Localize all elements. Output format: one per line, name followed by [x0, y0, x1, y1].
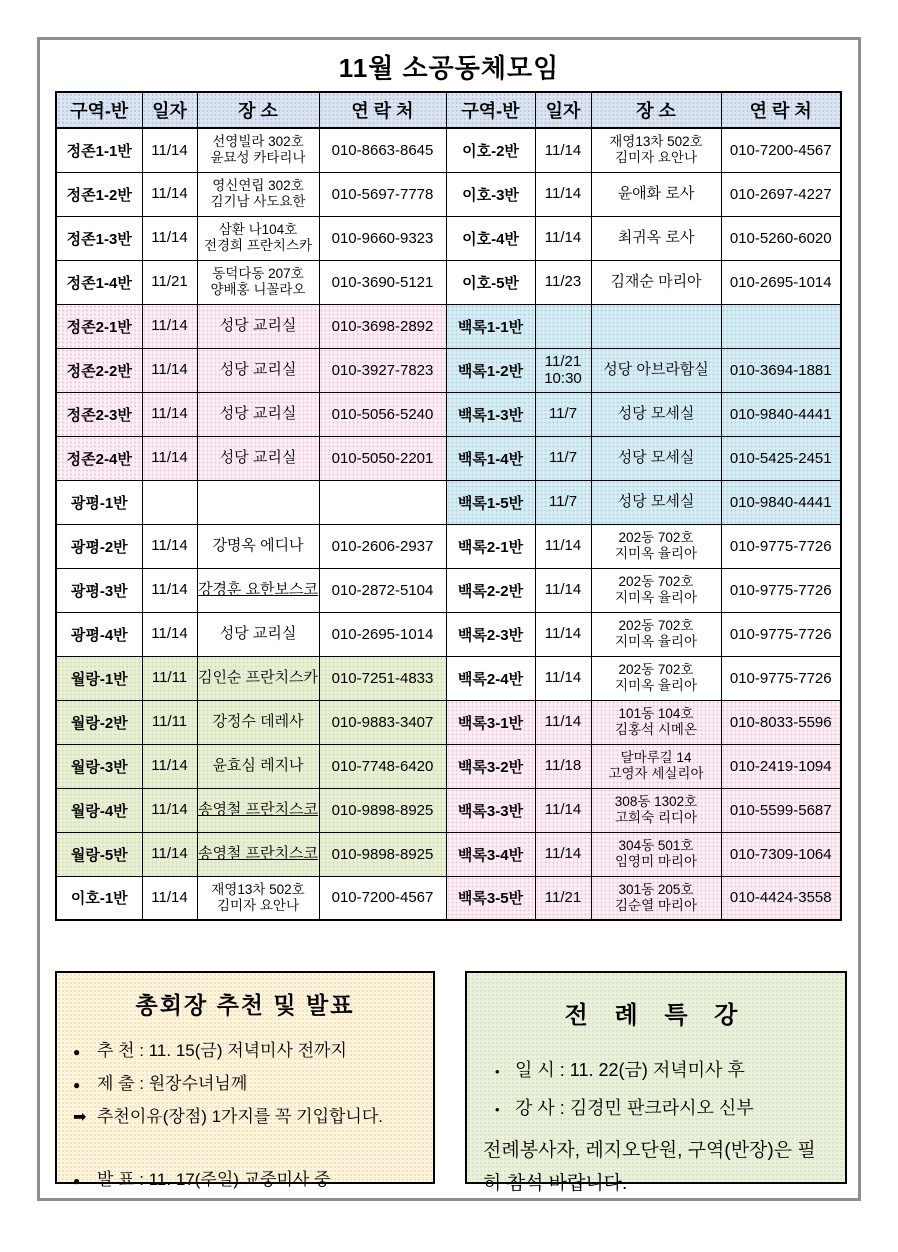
cell-phone: 010-9775-7726 — [721, 568, 841, 612]
cell-phone: 010-9660-9323 — [319, 216, 446, 260]
cell-phone: 010-2695-1014 — [319, 612, 446, 656]
notice-item-text: 일 시 : 11. 22(금) 저녁미사 후 — [515, 1060, 745, 1080]
table-row — [56, 656, 841, 700]
table-row — [56, 392, 841, 436]
cell-date: 11/18 — [535, 744, 591, 788]
cell-date: 11/14 — [142, 216, 197, 260]
notice-section — [55, 971, 858, 1194]
cell-date: 11/21 — [142, 260, 197, 304]
cell-group: 월랑-2반 — [56, 700, 142, 744]
cell-phone: 010-9775-7726 — [721, 612, 841, 656]
table-row — [56, 260, 841, 304]
cell-group: 백록2-2반 — [446, 568, 535, 612]
table-row — [56, 480, 841, 524]
cell-group: 백록3-5반 — [446, 876, 535, 920]
column-header-place-left: 장 소 — [197, 92, 319, 128]
cell-phone: 010-7748-6420 — [319, 744, 446, 788]
table-row — [56, 788, 841, 832]
page-title: 11월 소공동체모임 — [338, 53, 560, 83]
table-row — [56, 216, 841, 260]
cell-date: 11/11 — [142, 656, 197, 700]
cell-phone: 010-3690-5121 — [319, 260, 446, 304]
table-row — [56, 876, 841, 920]
cell-group: 정존1-1반 — [56, 128, 142, 172]
cell-place: 영신연립 302호 김기남 사도요한 — [197, 172, 319, 216]
cell-phone: 010-5260-6020 — [721, 216, 841, 260]
notice-item — [73, 1034, 417, 1067]
notice-item-text: 추천이유(장점) 1가지를 꼭 기입합니다. — [97, 1107, 383, 1127]
cell-phone: 010-5056-5240 — [319, 392, 446, 436]
cell-date: 11/14 — [142, 612, 197, 656]
cell-group: 백록3-4반 — [446, 832, 535, 876]
cell-place: 성당 교리실 — [197, 612, 319, 656]
cell-phone: 010-9775-7726 — [721, 656, 841, 700]
column-header-phone-left: 연 락 처 — [319, 92, 446, 128]
cell-phone: 010-8033-5596 — [721, 700, 841, 744]
cell-place: 송영철 프란치스코 — [197, 788, 319, 832]
cell-date: 11/14 — [142, 788, 197, 832]
table-row — [56, 172, 841, 216]
cell-phone: 010-7251-4833 — [319, 656, 446, 700]
notice-item-text: 발 표 : 11. 17(주일) 교중미사 중 — [97, 1170, 331, 1190]
cell-group: 광평-1반 — [56, 480, 142, 524]
cell-date: 11/14 — [535, 656, 591, 700]
notice-item — [73, 1067, 417, 1100]
cell-group: 월랑-3반 — [56, 744, 142, 788]
cell-group: 백록3-2반 — [446, 744, 535, 788]
cell-place — [591, 304, 721, 348]
cell-group: 백록2-4반 — [446, 656, 535, 700]
cell-place: 동덕다동 207호 양배홍 니꼴라오 — [197, 260, 319, 304]
cell-place: 성당 교리실 — [197, 348, 319, 392]
cell-date: 11/11 — [142, 700, 197, 744]
cell-phone: 010-7200-4567 — [319, 876, 446, 920]
cell-phone: 010-7200-4567 — [721, 128, 841, 172]
cell-group: 정존2-2반 — [56, 348, 142, 392]
cell-group: 이호-2반 — [446, 128, 535, 172]
table-row — [56, 832, 841, 876]
cell-phone: 010-2695-1014 — [721, 260, 841, 304]
table-row — [56, 524, 841, 568]
cell-place: 김인순 프란치스카 — [197, 656, 319, 700]
cell-place: 선영빌라 302호 윤묘성 카타리나 — [197, 128, 319, 172]
bullet-icon: • — [495, 1064, 500, 1079]
cell-date: 11/14 — [142, 304, 197, 348]
cell-group: 백록1-3반 — [446, 392, 535, 436]
cell-phone: 010-2697-4227 — [721, 172, 841, 216]
cell-date: 11/14 — [535, 524, 591, 568]
cell-place: 윤애화 로사 — [591, 172, 721, 216]
cell-group: 백록2-3반 — [446, 612, 535, 656]
cell-group: 이호-3반 — [446, 172, 535, 216]
notice-item-text: 강 사 : 김경민 판크라시오 신부 — [515, 1097, 754, 1118]
column-header-group-left: 구역-반 — [56, 92, 142, 128]
notice-item-text: 추 천 : 11. 15(금) 저녁미사 전까지 — [97, 1041, 347, 1060]
cell-group: 이호-4반 — [446, 216, 535, 260]
cell-phone: 010-8663-8645 — [319, 128, 446, 172]
column-header-phone-right: 연 락 처 — [721, 92, 841, 128]
cell-group: 정존1-3반 — [56, 216, 142, 260]
cell-group: 월랑-1반 — [56, 656, 142, 700]
cell-group: 정존1-2반 — [56, 172, 142, 216]
table-row — [56, 304, 841, 348]
cell-date: 11/23 — [535, 260, 591, 304]
column-header-group-right: 구역-반 — [446, 92, 535, 128]
cell-date: 11/14 — [142, 832, 197, 876]
cell-place: 성당 아브라함실 — [591, 348, 721, 392]
cell-phone: 010-2419-1094 — [721, 744, 841, 788]
notice-footer: 전례봉사자, 레지오단원, 구역(반장)은 필히 참석 바랍니다. — [483, 1139, 816, 1194]
cell-group: 백록1-4반 — [446, 436, 535, 480]
cell-phone: 010-5050-2201 — [319, 436, 446, 480]
cell-group: 백록1-2반 — [446, 348, 535, 392]
cell-date — [535, 304, 591, 348]
cell-place: 성당 모세실 — [591, 436, 721, 480]
cell-phone: 010-7309-1064 — [721, 832, 841, 876]
notice-item — [483, 1052, 829, 1090]
cell-place: 재영13차 502호 김미자 요안나 — [197, 876, 319, 920]
cell-date: 11/14 — [535, 216, 591, 260]
cell-place — [197, 480, 319, 524]
cell-group: 정존2-4반 — [56, 436, 142, 480]
cell-date: 11/14 — [142, 568, 197, 612]
arrow-icon: ➡ — [73, 1109, 87, 1127]
cell-phone: 010-9840-4441 — [721, 392, 841, 436]
cell-date: 11/14 — [535, 832, 591, 876]
cell-group: 정존2-1반 — [56, 304, 142, 348]
cell-date: 11/21 10:30 — [535, 348, 591, 392]
table-header-row — [56, 92, 841, 128]
cell-phone: 010-9840-4441 — [721, 480, 841, 524]
notice-box-recommendation — [55, 971, 435, 1190]
cell-phone: 010-5599-5687 — [721, 788, 841, 832]
cell-group: 광평-4반 — [56, 612, 142, 656]
cell-place: 김재순 마리아 — [591, 260, 721, 304]
cell-place: 202동 702호 지미옥 율리아 — [591, 612, 721, 656]
cell-place: 202동 702호 지미옥 율리아 — [591, 568, 721, 612]
cell-group: 백록1-1반 — [446, 304, 535, 348]
cell-phone: 010-9775-7726 — [721, 524, 841, 568]
cell-phone: 010-2872-5104 — [319, 568, 446, 612]
cell-place: 304동 501호 임영미 마리아 — [591, 832, 721, 876]
cell-phone — [721, 304, 841, 348]
cell-place: 성당 교리실 — [197, 304, 319, 348]
cell-date: 11/14 — [142, 172, 197, 216]
cell-place: 송영철 프란치스코 — [197, 832, 319, 876]
bullet-icon: • — [495, 1101, 500, 1117]
cell-phone — [319, 480, 446, 524]
cell-group: 이호-5반 — [446, 260, 535, 304]
cell-phone: 010-9898-8925 — [319, 832, 446, 876]
table-row — [56, 744, 841, 788]
bullet-icon: ● — [73, 1045, 81, 1059]
cell-place: 재영13차 502호 김미자 요안나 — [591, 128, 721, 172]
table-row — [56, 612, 841, 656]
cell-date: 11/14 — [535, 788, 591, 832]
cell-date: 11/14 — [142, 128, 197, 172]
cell-place: 삼환 나104호 전경희 프란치스카 — [197, 216, 319, 260]
cell-group: 이호-1반 — [56, 876, 142, 920]
cell-place: 달마루길 14 고영자 세실리아 — [591, 744, 721, 788]
cell-date: 11/14 — [142, 524, 197, 568]
notice-title: 전 례 특 강 — [564, 1002, 748, 1029]
cell-phone: 010-3927-7823 — [319, 348, 446, 392]
cell-place: 성당 모세실 — [591, 480, 721, 524]
cell-phone: 010-9883-3407 — [319, 700, 446, 744]
cell-phone: 010-3698-2892 — [319, 304, 446, 348]
cell-group: 백록2-1반 — [446, 524, 535, 568]
cell-group: 월랑-4반 — [56, 788, 142, 832]
cell-date: 11/14 — [142, 392, 197, 436]
cell-group: 광평-2반 — [56, 524, 142, 568]
notice-item — [483, 1090, 829, 1128]
cell-place: 성당 모세실 — [591, 392, 721, 436]
cell-place: 윤효심 레지나 — [197, 744, 319, 788]
cell-date: 11/14 — [142, 436, 197, 480]
cell-group: 광평-3반 — [56, 568, 142, 612]
cell-place: 301동 205호 김순열 마리아 — [591, 876, 721, 920]
notice-item-text: 제 출 : 원장수녀님께 — [97, 1074, 248, 1094]
cell-date: 11/14 — [142, 744, 197, 788]
cell-date: 11/7 — [535, 436, 591, 480]
cell-phone: 010-4424-3558 — [721, 876, 841, 920]
bullet-icon: ● — [73, 1078, 81, 1093]
notice-item — [73, 1163, 417, 1196]
notice-title: 총회장 추천 및 발표 — [135, 992, 355, 1018]
cell-place: 성당 교리실 — [197, 436, 319, 480]
cell-group: 백록3-3반 — [446, 788, 535, 832]
column-header-date-right: 일자 — [535, 92, 591, 128]
cell-date: 11/7 — [535, 392, 591, 436]
cell-date: 11/14 — [535, 128, 591, 172]
cell-group: 백록3-1반 — [446, 700, 535, 744]
cell-phone: 010-9898-8925 — [319, 788, 446, 832]
cell-place: 강정수 데레사 — [197, 700, 319, 744]
cell-place: 101동 104호 김홍석 시메온 — [591, 700, 721, 744]
cell-phone: 010-5697-7778 — [319, 172, 446, 216]
cell-group: 월랑-5반 — [56, 832, 142, 876]
cell-date: 11/21 — [535, 876, 591, 920]
bullet-icon: ● — [73, 1174, 81, 1189]
cell-date: 11/14 — [535, 568, 591, 612]
notice-list-left — [73, 1034, 417, 1197]
meeting-table — [55, 91, 842, 921]
cell-date: 11/14 — [535, 612, 591, 656]
column-header-date-left: 일자 — [142, 92, 197, 128]
cell-place: 202동 702호 지미옥 율리아 — [591, 656, 721, 700]
cell-place: 최귀옥 로사 — [591, 216, 721, 260]
cell-phone: 010-3694-1881 — [721, 348, 841, 392]
cell-date — [142, 480, 197, 524]
cell-place: 강경훈 요한보스코 — [197, 568, 319, 612]
cell-date: 11/14 — [535, 700, 591, 744]
cell-date: 11/14 — [535, 172, 591, 216]
cell-place: 성당 교리실 — [197, 392, 319, 436]
cell-date: 11/7 — [535, 480, 591, 524]
notice-list-right — [483, 1052, 829, 1128]
page-frame — [37, 37, 861, 1201]
cell-date: 11/14 — [142, 348, 197, 392]
cell-place: 강명옥 에디나 — [197, 524, 319, 568]
cell-group: 백록1-5반 — [446, 480, 535, 524]
table-row — [56, 436, 841, 480]
table-body — [56, 128, 841, 920]
cell-place: 308동 1302호 고희숙 리디아 — [591, 788, 721, 832]
cell-group: 정존2-3반 — [56, 392, 142, 436]
cell-group: 정존1-4반 — [56, 260, 142, 304]
table-row — [56, 700, 841, 744]
table-row — [56, 128, 841, 172]
cell-date: 11/14 — [142, 876, 197, 920]
notice-item — [73, 1100, 417, 1133]
cell-phone: 010-5425-2451 — [721, 436, 841, 480]
cell-place: 202동 702호 지미옥 율리아 — [591, 524, 721, 568]
cell-phone: 010-2606-2937 — [319, 524, 446, 568]
column-header-place-right: 장 소 — [591, 92, 721, 128]
notice-box-lecture — [465, 971, 847, 1194]
table-row — [56, 348, 841, 392]
table-row — [56, 568, 841, 612]
